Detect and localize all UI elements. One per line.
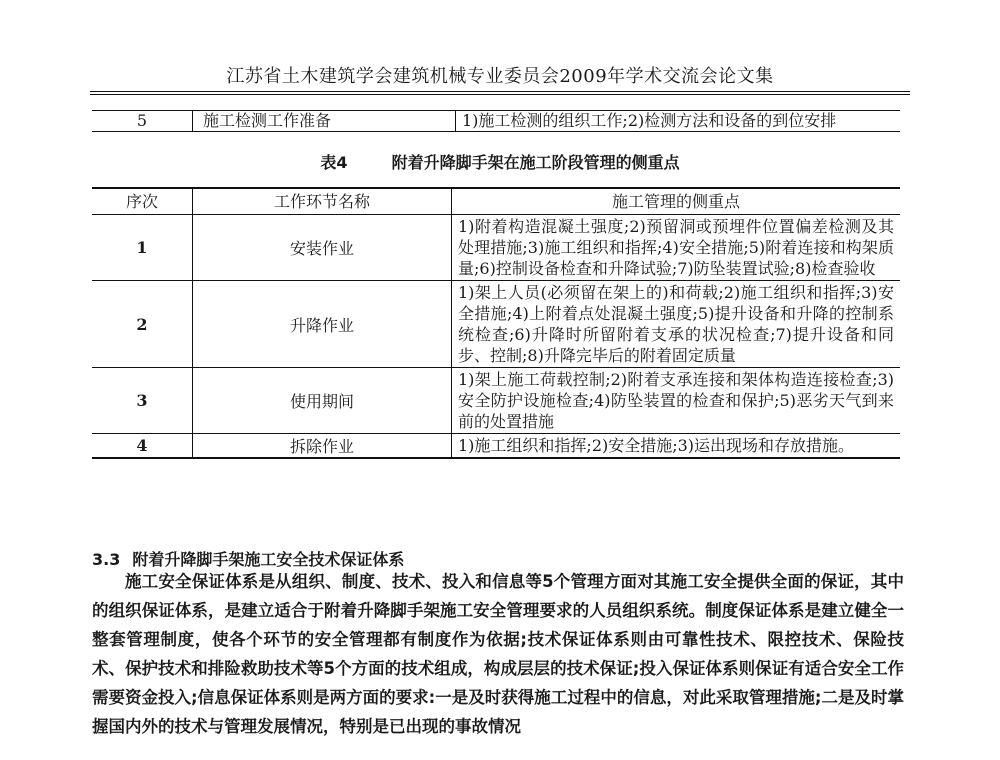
header-rule-bottom — [90, 94, 910, 95]
management-focus-table — [92, 187, 900, 459]
table-caption-title: 附着升降脚手架在施工阶段管理的侧重点 — [391, 153, 680, 172]
table-row — [92, 281, 900, 368]
management-focus: 1)施工组织和指挥;2)安全措施;3)运出现场和存放措施。 — [452, 434, 901, 459]
table-row — [92, 434, 900, 459]
row-number: 3 — [92, 368, 193, 434]
stage-name: 升降作业 — [193, 281, 452, 368]
section-number: 3.3 — [92, 550, 121, 569]
management-focus: 1)架上人员(必须留在架上的)和荷载;2)施工组织和指挥;3)安全措施;4)上附着点处混凝土强度;5)提升设备和升降的控制系统检查;6)升降时所留附着支承的状况检查;7)提升设备和同步、控制;8)升降完毕后的附着固定质量 — [452, 281, 901, 368]
body-paragraph: 施工安全保证体系是从组织、制度、技术、投入和信息等5个管理方面对其施工安全提供全面的保证，其中的组织保证体系，是建立适合于附着升降脚手架施工安全管理要求的人员组织系统。制度保证体系是建立健全一整套管理制度，使各个环节的安全管理都有制度作为依据;技术保证体系则由可靠性技术、限控技术、保险技术、保护技术和排险救助技术等5个方面的技术组成，构成层层的技术保证;投入保证体系则保证有适合安全工作需要资金投入;信息保证体系则是两方面的要求:一是及时获得施工过程中的信息，对此采取管理措施;二是及时掌握国内外的技术与管理发展情况，特别是已出现的事故情况 — [92, 572, 904, 736]
previous-table-fragment — [92, 110, 900, 132]
table-row — [92, 111, 900, 132]
table-row — [92, 215, 900, 281]
running-header: 江苏省土木建筑学会建筑机械专业委员会2009年学术交流会论文集 — [226, 66, 774, 87]
header-stage-name: 工作环节名称 — [193, 188, 452, 215]
row-number: 4 — [92, 434, 193, 459]
management-focus: 1)架上施工荷载控制;2)附着支承连接和架体构造连接检查;3)安全防护设施检查;4)防坠装置的检查和保护;5)恶劣天气到来前的处置措施 — [452, 368, 901, 434]
header-sequence: 序次 — [92, 188, 193, 215]
table-caption — [0, 150, 1000, 173]
row-number: 2 — [92, 281, 193, 368]
row-number: 1 — [92, 215, 193, 281]
section-title: 附着升降脚手架施工安全技术保证体系 — [132, 550, 405, 569]
table-row — [92, 368, 900, 434]
header-rule-top — [90, 91, 910, 92]
table-header-row — [92, 188, 900, 215]
table-caption-number: 表4 — [320, 153, 348, 172]
stage-name: 施工检测工作准备 — [193, 111, 456, 132]
stage-name: 拆除作业 — [193, 434, 452, 459]
row-number: 5 — [92, 111, 193, 132]
management-focus: 1)附着构造混凝土强度;2)预留洞或预埋件位置偏差检测及其处理措施;3)施工组织和指挥;4)安全措施;5)附着连接和构架质量;6)控制设备检查和升降试验;7)防坠装置试验;8)检查验收 — [452, 215, 901, 281]
stage-name: 使用期间 — [193, 368, 452, 434]
stage-name: 安装作业 — [193, 215, 452, 281]
header-focus: 施工管理的侧重点 — [452, 188, 901, 215]
management-focus: 1)施工检测的组织工作;2)检测方法和设备的到位安排 — [456, 111, 901, 132]
